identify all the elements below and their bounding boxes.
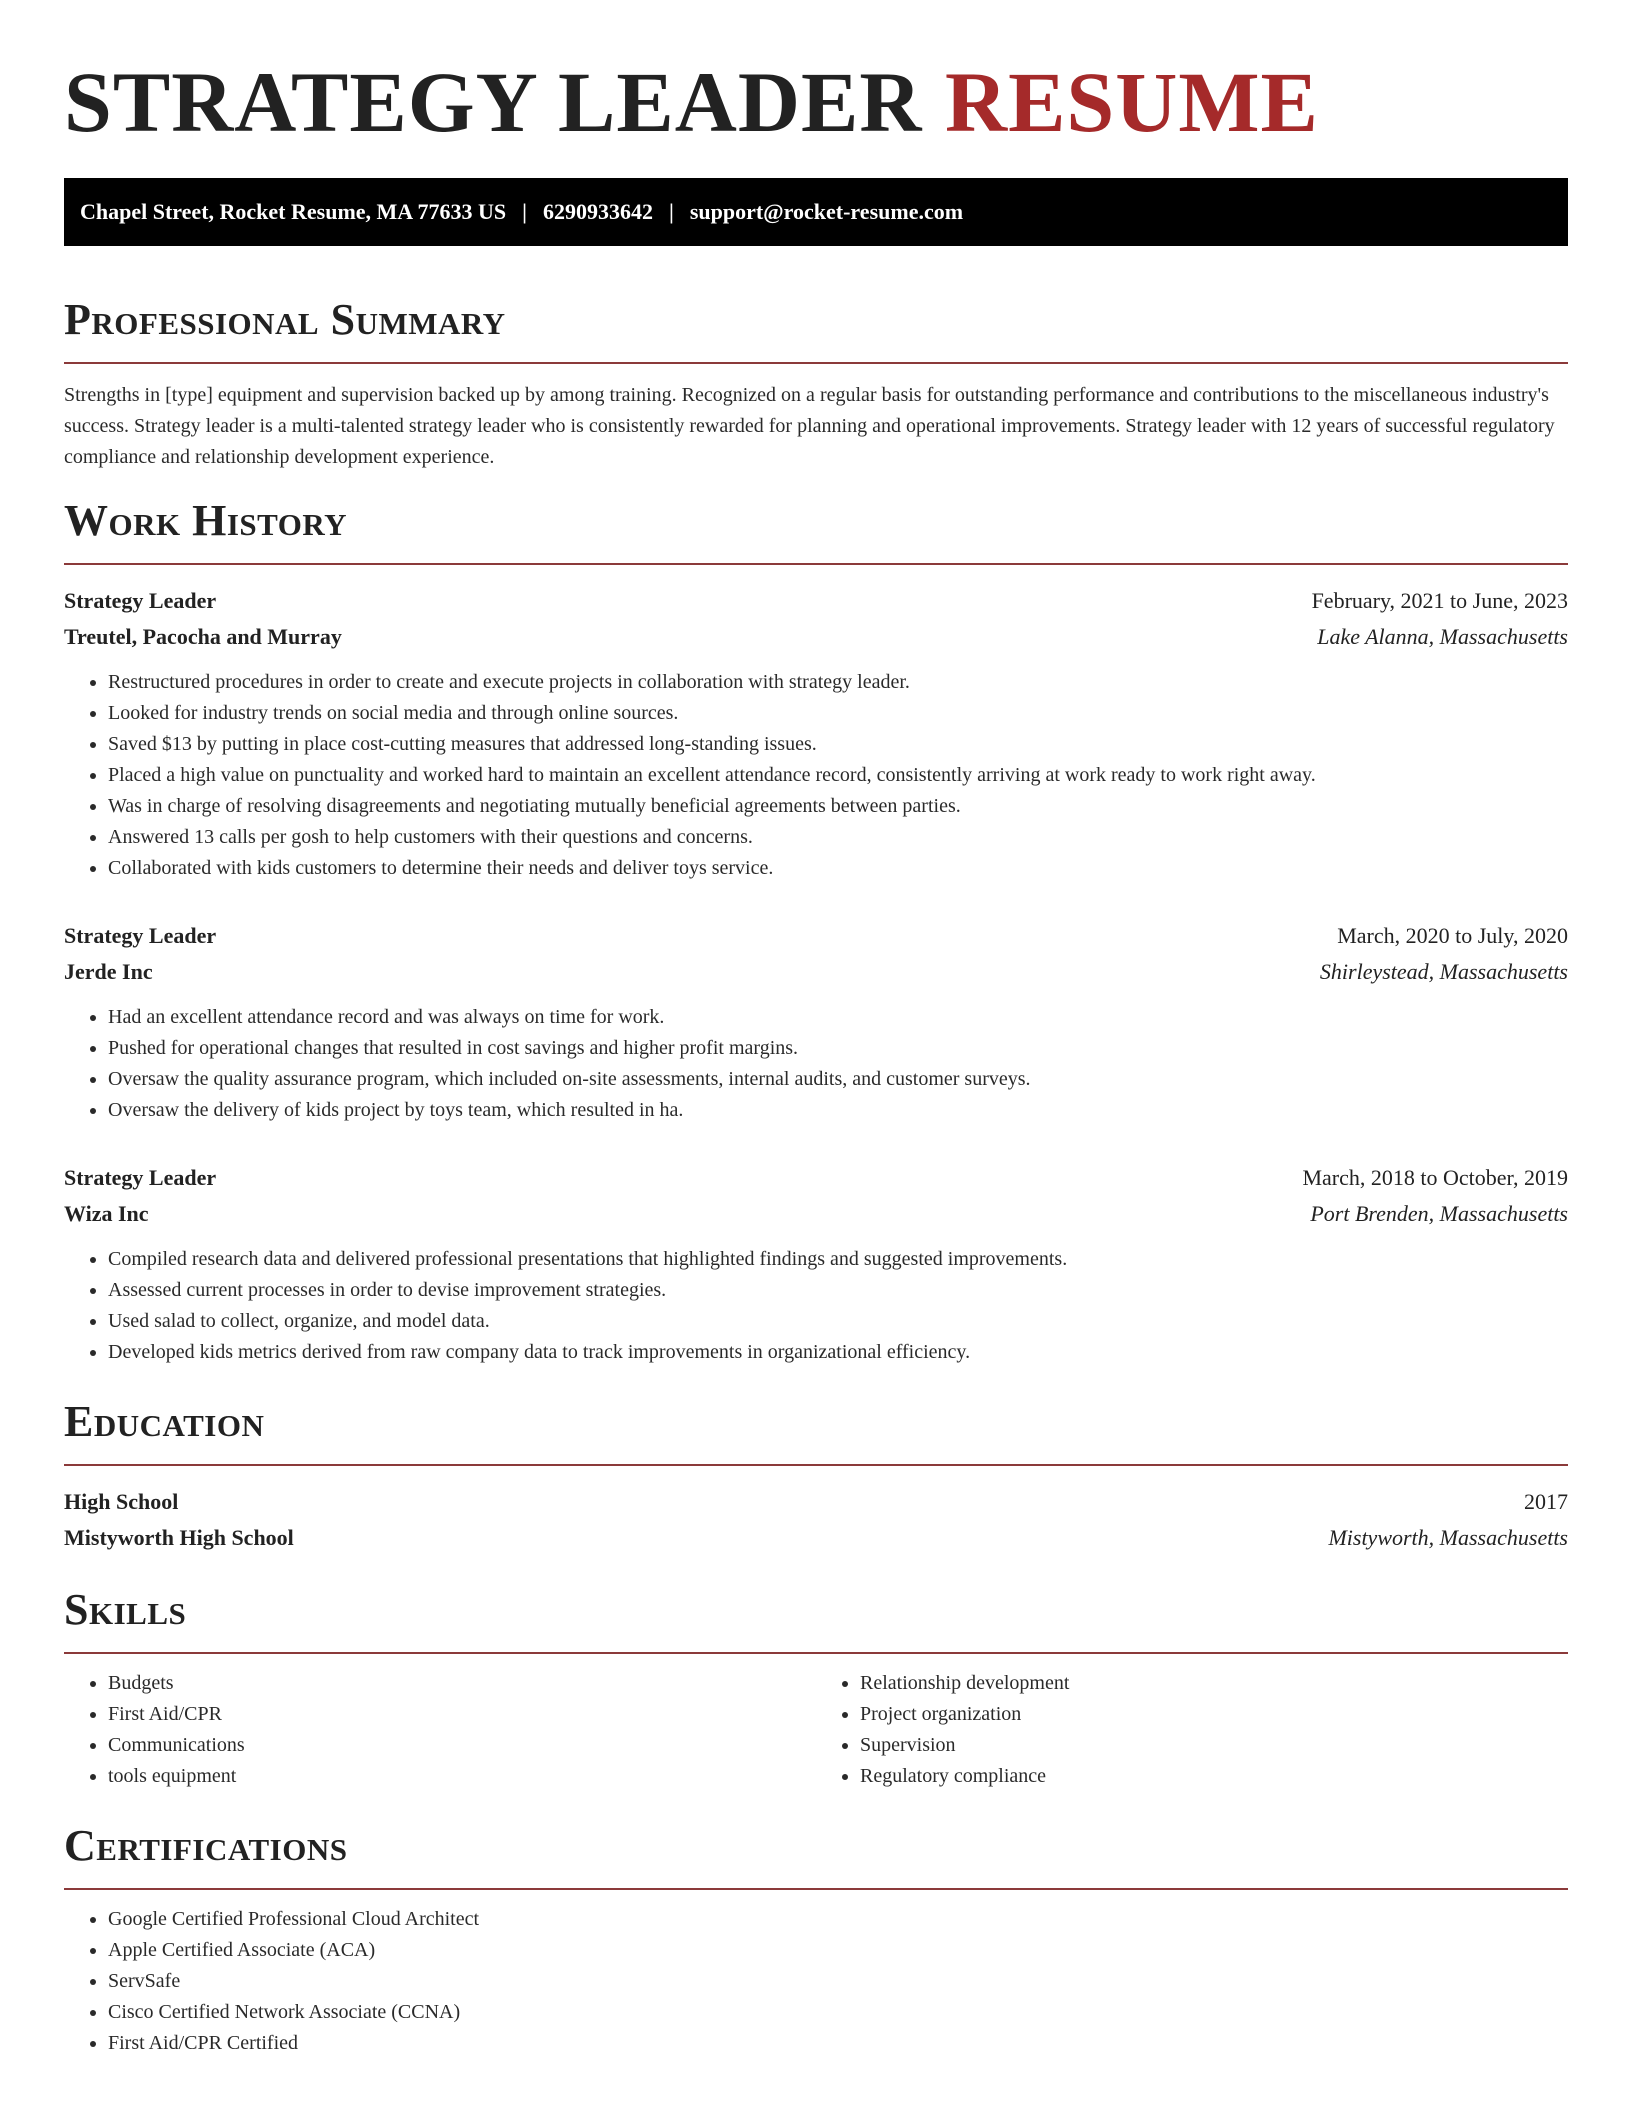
section-title-skills: Skills xyxy=(64,1585,187,1634)
job-bullet: • Answered 13 calls per gosh to help customers with their questions and concerns. xyxy=(108,822,1568,853)
certification-item: • ServSafe xyxy=(108,1966,1568,1997)
title-accent: RESUME xyxy=(944,54,1319,150)
education-subheader xyxy=(64,1520,1568,1556)
job-dates: February, 2021 to June, 2023 xyxy=(1311,588,1568,613)
contact-separator: | xyxy=(522,199,527,224)
education-header xyxy=(64,1484,1568,1520)
education-degree: High School xyxy=(64,1489,179,1514)
skills-list xyxy=(64,1668,1568,1792)
skill-item: • First Aid/CPR xyxy=(108,1699,816,1730)
job-header xyxy=(64,918,1568,954)
skills-column-left xyxy=(64,1668,816,1792)
skill-item: • Communications xyxy=(108,1730,816,1761)
job-bullet: • Pushed for operational changes that resulted in cost savings and higher profit margins. xyxy=(108,1033,1568,1064)
job-location: Shirleystead, Massachusetts xyxy=(1319,959,1568,984)
section-title-education: Education xyxy=(64,1397,265,1446)
job-bullet: • Collaborated with kids customers to determine their needs and deliver toys service. xyxy=(108,853,1568,884)
certification-item: • Apple Certified Associate (ACA) xyxy=(108,1935,1568,1966)
job-title: Strategy Leader xyxy=(64,588,217,613)
job-subheader xyxy=(64,619,1568,655)
contact-separator: | xyxy=(668,199,674,224)
job-entry xyxy=(64,918,1568,1126)
section-title-certifications: Certifications xyxy=(64,1821,348,1870)
education-school: Mistyworth High School xyxy=(64,1525,294,1550)
job-bullet: • Oversaw the quality assurance program, which included on-site assessments, internal audits, and customer surveys. xyxy=(108,1064,1568,1095)
job-dates: March, 2020 to July, 2020 xyxy=(1337,923,1568,948)
resume-title xyxy=(64,50,1568,154)
section-divider xyxy=(64,1464,1568,1466)
job-entry xyxy=(64,1160,1568,1368)
skill-item: • Relationship development xyxy=(860,1668,1568,1699)
job-title: Strategy Leader xyxy=(64,1165,217,1190)
skill-item: • Budgets xyxy=(108,1668,816,1699)
certifications-list xyxy=(64,1904,1568,2059)
contact-bar xyxy=(64,178,1568,246)
summary-text: Strengths in [type] equipment and supervision backed up by among training. Recognized on a regular basis for outstanding performance and contributions to the miscellaneous industry's success. Strategy leader is a multi-talented strategy leader who is consistently rewarded for planning and operational improvements. Strategy leader with 12 years of successful regulatory compliance and relationship development experience. xyxy=(64,384,1555,468)
certification-item: • First Aid/CPR Certified xyxy=(108,2028,1568,2059)
skills-column-right xyxy=(816,1668,1568,1792)
certification-item: • Cisco Certified Network Associate (CCNA) xyxy=(108,1997,1568,2028)
education-entry xyxy=(64,1484,1568,1556)
job-bullet: • Restructured procedures in order to create and execute projects in collaboration with strategy leader. xyxy=(108,667,1568,698)
job-bullet: • Had an excellent attendance record and was always on time for work. xyxy=(108,1002,1568,1033)
contact-email: support@rocket-resume.com xyxy=(689,199,964,224)
job-bullets xyxy=(64,1002,1568,1126)
job-location: Lake Alanna, Massachusetts xyxy=(1317,624,1568,649)
job-bullet: • Developed kids metrics derived from raw company data to track improvements in organizational efficiency. xyxy=(108,1337,1568,1368)
section-divider xyxy=(64,1652,1568,1654)
job-header xyxy=(64,1160,1568,1196)
job-bullet: • Was in charge of resolving disagreements and negotiating mutually beneficial agreements between parties. xyxy=(108,791,1568,822)
section-divider xyxy=(64,362,1568,364)
job-subheader xyxy=(64,954,1568,990)
section-title-work-history: Work History xyxy=(64,496,348,545)
job-location: Port Brenden, Massachusetts xyxy=(1310,1201,1568,1226)
job-company: Jerde Inc xyxy=(64,959,153,984)
certification-item: • Google Certified Professional Cloud Architect xyxy=(108,1904,1568,1935)
job-bullet: • Assessed current processes in order to devise improvement strategies. xyxy=(108,1275,1568,1306)
title-main: STRATEGY LEADER xyxy=(64,54,923,150)
job-bullets xyxy=(64,667,1568,884)
job-bullets xyxy=(64,1244,1568,1368)
job-company: Treutel, Pacocha and Murray xyxy=(64,624,342,649)
job-bullet: • Used salad to collect, organize, and model data. xyxy=(108,1306,1568,1337)
job-dates: March, 2018 to October, 2019 xyxy=(1302,1165,1568,1190)
job-header xyxy=(64,583,1568,619)
skill-item: • tools equipment xyxy=(108,1761,816,1792)
contact-address: Chapel Street, Rocket Resume, MA 77633 US xyxy=(80,199,507,224)
section-divider xyxy=(64,1888,1568,1890)
education-location: Mistyworth, Massachusetts xyxy=(1328,1525,1568,1550)
job-entry xyxy=(64,583,1568,884)
skill-item: • Regulatory compliance xyxy=(860,1761,1568,1792)
skill-item: • Project organization xyxy=(860,1699,1568,1730)
job-bullet: • Saved $13 by putting in place cost-cutting measures that addressed long-standing issues. xyxy=(108,729,1568,760)
job-bullet: • Oversaw the delivery of kids project by toys team, which resulted in ha. xyxy=(108,1095,1568,1126)
job-bullet: • Looked for industry trends on social media and through online sources. xyxy=(108,698,1568,729)
contact-phone: 6290933642 xyxy=(542,199,653,224)
job-title: Strategy Leader xyxy=(64,923,217,948)
job-bullet: • Compiled research data and delivered professional presentations that highlighted findings and suggested improvements. xyxy=(108,1244,1568,1275)
section-divider xyxy=(64,563,1568,565)
job-subheader xyxy=(64,1196,1568,1232)
job-bullet: • Placed a high value on punctuality and worked hard to maintain an excellent attendance record, consistently arriving at work ready to work right away. xyxy=(108,760,1568,791)
job-company: Wiza Inc xyxy=(64,1201,149,1226)
education-year: 2017 xyxy=(1524,1489,1568,1514)
section-title-summary: Professional Summary xyxy=(64,295,506,344)
skill-item: • Supervision xyxy=(860,1730,1568,1761)
